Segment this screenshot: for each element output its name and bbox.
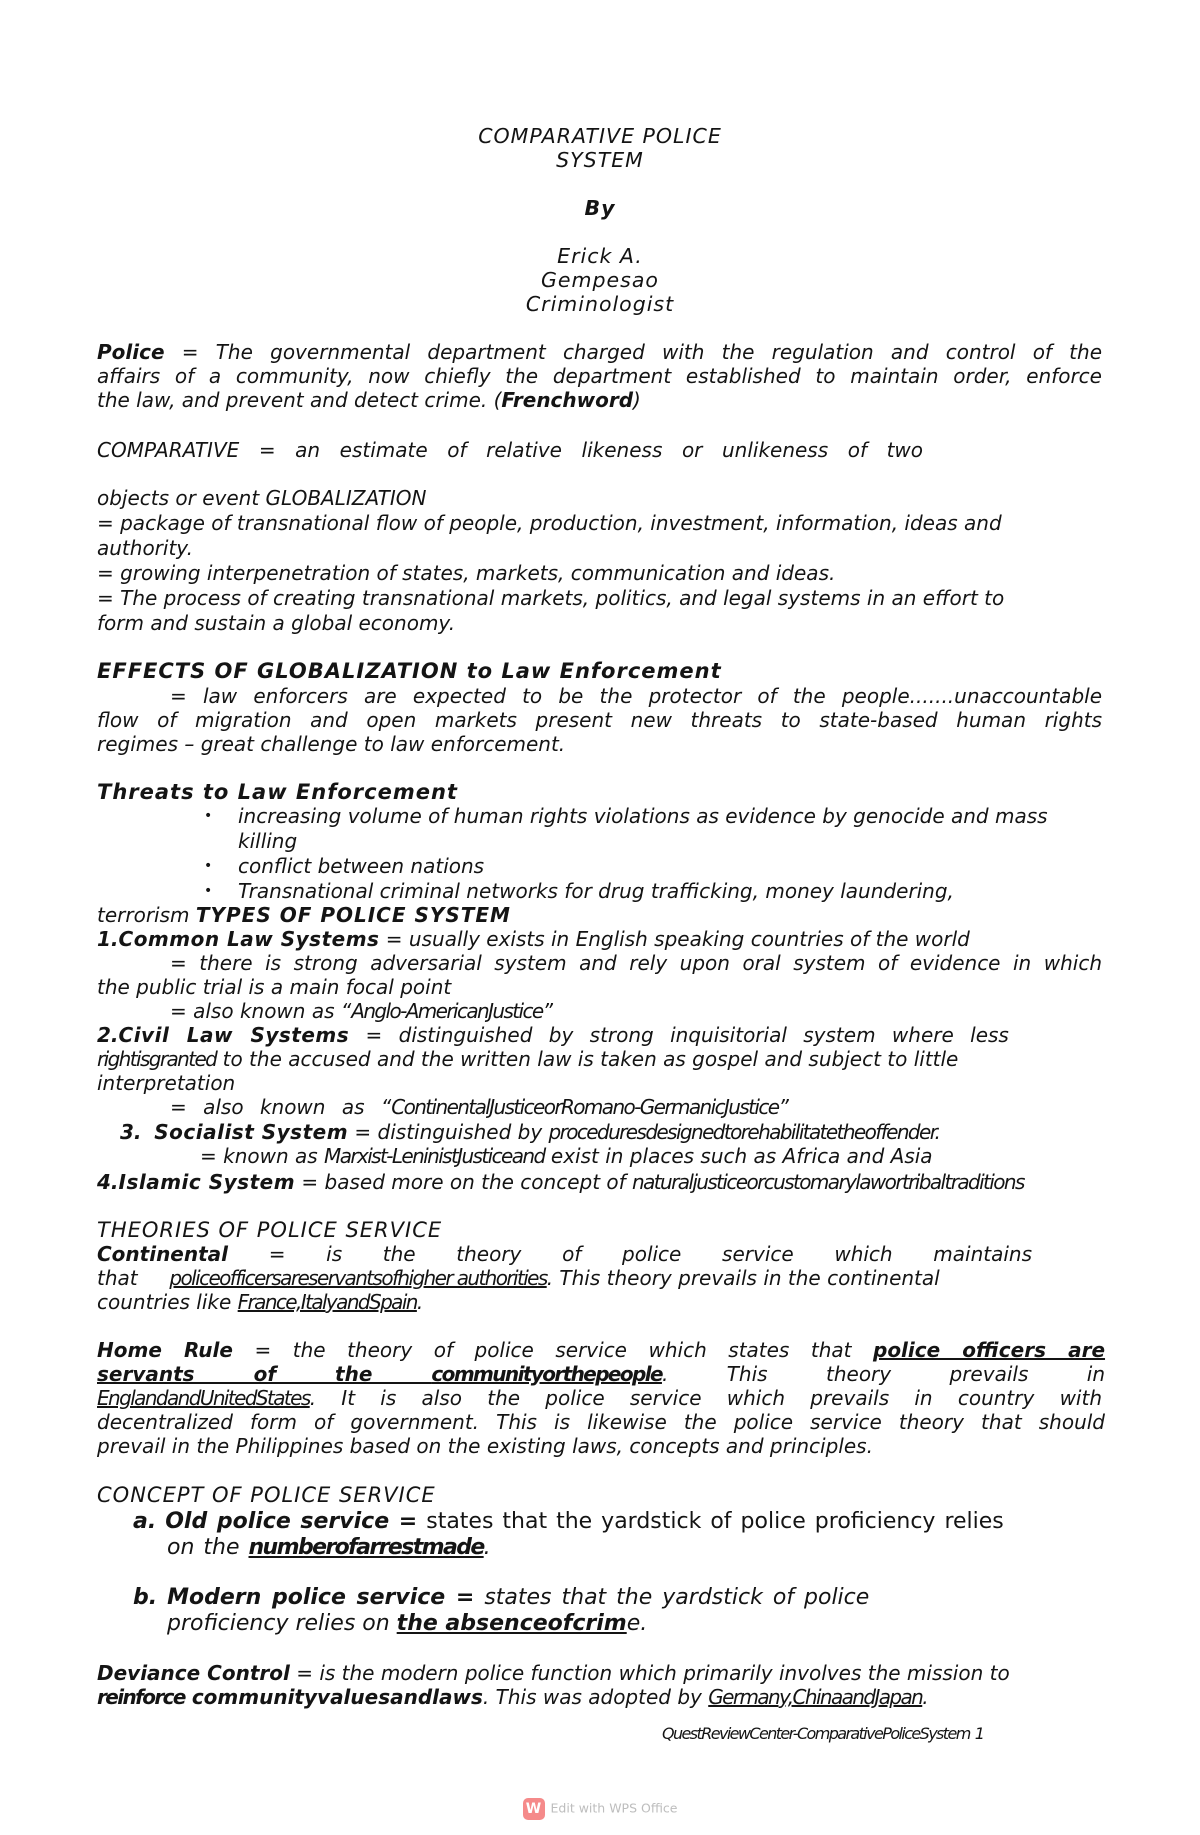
doc-title-line1: COMPARATIVE POLICE — [478, 124, 722, 148]
comparative-definition-line2: objects or event GLOBALIZATION — [97, 486, 427, 510]
home-rule-line1: Home Rule = the theory of police service which states that police officers are — [97, 1338, 1106, 1362]
type-1-line4: = also known as “Anglo-AmericanJustice” — [170, 999, 553, 1023]
police-definition-line1: Police = The governmental department charged with the regulation and control of the — [97, 340, 1102, 364]
page-number: 1 — [974, 1724, 985, 1743]
globalization-def3: = The process of creating transnational markets, politics, and legal systems in an effort to — [97, 586, 1005, 610]
threats-heading: Threats to Law Enforcement — [97, 780, 458, 804]
bullet-icon: • — [204, 883, 213, 899]
doc-title-line2: SYSTEM — [556, 148, 644, 172]
type-1-line2: = there is strong adversarial system and rely upon oral system of evidence in which — [170, 951, 1102, 975]
threat-item-3-cont: terrorism TYPES OF POLICE SYSTEM — [97, 903, 511, 927]
effects-heading: EFFECTS OF GLOBALIZATION to Law Enforcement — [97, 659, 722, 683]
threat-item-1-cont: killing — [238, 829, 298, 853]
police-term: Police — [97, 340, 165, 364]
wps-logo-icon: W — [523, 1798, 545, 1820]
threat-item-1: increasing volume of human rights violations as evidence by genocide and mass — [238, 804, 1048, 828]
type-4-islamic: 4.Islamic System = based more on the concept of naturaljusticeorcustomarylawortribaltraditions — [97, 1170, 1024, 1194]
type-2-line3: interpretation — [97, 1071, 236, 1095]
concept-b-line1: b. Modern police service = states that the yardstick of police — [133, 1585, 870, 1610]
threat-item-3: Transnational criminal networks for drug trafficking, money laundering, — [238, 879, 954, 903]
type-2-line4: = also known as “ContinentalJusticeorRomano-GermanicJustice” — [170, 1095, 789, 1119]
concept-a-line1: a. Old police service = states that the yardstick of police proficiency relies — [133, 1509, 1004, 1534]
threat-item-2: conflict between nations — [238, 854, 485, 878]
concept-a-line2: on the numberofarrestmade. — [167, 1535, 491, 1560]
bullet-icon: • — [204, 858, 213, 874]
effects-line3: regimes – great challenge to law enforcement. — [97, 732, 566, 756]
wps-edit-label: Edit with WPS Office — [550, 1800, 678, 1816]
continental-line2: that policeofficersareservantsofhigher authorities. This theory prevails in the continental — [97, 1266, 940, 1290]
page-footer: QuestReviewCenter-ComparativePoliceSystem 1 — [662, 1724, 985, 1743]
types-heading: TYPES OF POLICE SYSTEM — [195, 903, 511, 927]
deviance-line2: reinforce communityvaluesandlaws. This was adopted by Germany,ChinaandJapan. — [97, 1685, 929, 1709]
police-definition-line3: the law, and prevent and detect crime. (Frenchword) — [97, 388, 641, 412]
police-definition-line2: affairs of a community, now chiefly the department established to maintain order, enforce — [97, 364, 1102, 388]
author-name: Erick A. — [557, 244, 643, 268]
author-title: Criminologist — [525, 292, 675, 316]
globalization-term: GLOBALIZATION — [265, 486, 427, 510]
continental-term: Continental — [97, 1242, 229, 1266]
effects-line2: flow of migration and open markets present new threats to state-based human rights — [97, 708, 1102, 732]
bullet-icon: • — [204, 808, 213, 824]
home-rule-line3: EnglandandUnitedStates. It is also the police service which prevails in country with — [97, 1386, 1102, 1410]
home-rule-line2: servants of the communityorthepeople. This theory prevails in — [97, 1362, 1106, 1386]
type-3-socialist: 3. Socialist System = distinguished by proceduresdesignedtorehabilitatetheoffender. — [120, 1120, 940, 1144]
type-1-common-law: 1.Common Law Systems = usually exists in English speaking countries of the world — [97, 927, 970, 951]
home-rule-term: Home Rule — [97, 1338, 233, 1362]
globalization-def3-cont: form and sustain a global economy. — [97, 611, 456, 635]
deviance-line1: Deviance Control = is the modern police function which primarily involves the mission to — [97, 1661, 1010, 1685]
comparative-definition: COMPARATIVE = an estimate of relative likeness or unlikeness of two — [97, 438, 924, 462]
effects-line1: = law enforcers are expected to be the protector of the people.......unaccountable — [170, 684, 1102, 708]
wps-edit-link[interactable] — [0, 1798, 1200, 1820]
comparative-term: COMPARATIVE — [97, 438, 240, 462]
home-rule-line5: prevail in the Philippines based on the existing laws, concepts and principles. — [97, 1434, 873, 1458]
theories-heading: THEORIES OF POLICE SERVICE — [97, 1218, 443, 1242]
type-2-line2: rightisgranted to the accused and the written law is taken as gospel and subject to little — [97, 1047, 959, 1071]
concept-heading: CONCEPT OF POLICE SERVICE — [97, 1483, 436, 1507]
type-2-civil-law: 2.Civil Law Systems = distinguished by strong inquisitorial system where less — [97, 1023, 1009, 1047]
continental-line1: Continental = is the theory of police service which maintains — [97, 1242, 1032, 1266]
deviance-term: Deviance Control — [97, 1661, 290, 1685]
type-1-line3: the public trial is a main focal point — [97, 975, 452, 999]
globalization-def1: = package of transnational flow of people, production, investment, information, ideas and — [97, 511, 1002, 535]
author-surname: Gempesao — [541, 268, 659, 292]
concept-b-line2: proficiency relies on the absenceofcrime. — [167, 1611, 648, 1636]
home-rule-line4: decentralized form of government. This is likewise the police service theory that should — [97, 1410, 1105, 1434]
globalization-def1-cont: authority. — [97, 536, 193, 560]
by-label: By — [584, 196, 616, 220]
continental-line3: countries like France,ItalyandSpain. — [97, 1290, 424, 1314]
globalization-def2: = growing interpenetration of states, markets, communication and ideas. — [97, 561, 836, 585]
type-3-line2: = known as Marxist-LeninistJusticeand exist in places such as Africa and Asia — [200, 1144, 933, 1168]
